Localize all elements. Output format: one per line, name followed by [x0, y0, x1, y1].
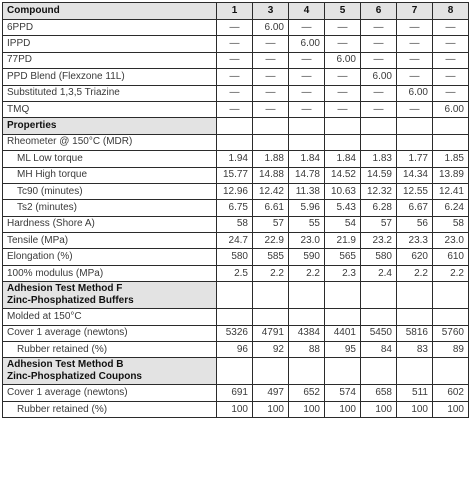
column-header: 7 — [397, 3, 433, 20]
table-cell: 2.2 — [289, 265, 325, 281]
column-header: 8 — [433, 3, 469, 20]
table-cell: 92 — [253, 342, 289, 358]
table-cell: 14.78 — [289, 167, 325, 183]
table-cell: 1.83 — [361, 151, 397, 167]
table-cell: 5760 — [433, 325, 469, 341]
empty-cell — [217, 358, 253, 385]
table-cell: 57 — [253, 216, 289, 232]
table-cell: 1.84 — [325, 151, 361, 167]
table-cell: 497 — [253, 385, 289, 401]
table-cell: 4384 — [289, 325, 325, 341]
table-cell: 15.77 — [217, 167, 253, 183]
table-cell: 511 — [397, 385, 433, 401]
row-label: Tensile (MPa) — [3, 233, 217, 249]
table-row — [3, 151, 469, 167]
column-header: 4 — [289, 3, 325, 20]
row-label: Elongation (%) — [3, 249, 217, 265]
table-cell: 100 — [253, 401, 289, 417]
table-cell: 12.32 — [361, 183, 397, 199]
table-cell: 580 — [217, 249, 253, 265]
table-row — [3, 69, 469, 85]
row-label: IPPD — [3, 36, 217, 52]
empty-cell — [325, 282, 361, 309]
row-label: Tc90 (minutes) — [3, 183, 217, 199]
table-row — [3, 216, 469, 232]
table-cell: 610 — [433, 249, 469, 265]
table-cell: 4791 — [253, 325, 289, 341]
table-cell: 5450 — [361, 325, 397, 341]
table-cell: 6.00 — [253, 20, 289, 36]
table-cell: 1.84 — [289, 151, 325, 167]
empty-cell — [397, 282, 433, 309]
table-cell: 13.89 — [433, 167, 469, 183]
table-cell: 5.96 — [289, 200, 325, 216]
table-cell: — — [325, 101, 361, 117]
table-cell: 6.00 — [289, 36, 325, 52]
table-cell: 1.77 — [397, 151, 433, 167]
table-cell: — — [325, 20, 361, 36]
table-cell: 585 — [253, 249, 289, 265]
table-cell: 2.3 — [325, 265, 361, 281]
table-cell: — — [289, 20, 325, 36]
column-header: 1 — [217, 3, 253, 20]
table-cell: 2.4 — [361, 265, 397, 281]
table-cell: — — [361, 36, 397, 52]
table-cell: 6.00 — [433, 101, 469, 117]
table-cell: — — [433, 36, 469, 52]
empty-cell — [217, 118, 253, 134]
table-row — [3, 401, 469, 417]
table-cell: 88 — [289, 342, 325, 358]
table-cell: 602 — [433, 385, 469, 401]
table-cell: 5.43 — [325, 200, 361, 216]
empty-cell — [217, 134, 253, 150]
adhesion-b-heading — [3, 358, 469, 385]
table-cell: 55 — [289, 216, 325, 232]
empty-cell — [361, 282, 397, 309]
empty-cell — [361, 118, 397, 134]
column-header: 6 — [361, 3, 397, 20]
table-row — [3, 52, 469, 68]
table-cell: — — [253, 85, 289, 101]
table-cell: 565 — [325, 249, 361, 265]
table-cell: 6.61 — [253, 200, 289, 216]
table-cell: 6.24 — [433, 200, 469, 216]
table-cell: 6.00 — [397, 85, 433, 101]
table-cell: — — [433, 20, 469, 36]
table-cell: 6.75 — [217, 200, 253, 216]
table-cell: 2.2 — [397, 265, 433, 281]
table-cell: 580 — [361, 249, 397, 265]
table-header-row — [3, 3, 469, 20]
row-label: ML Low torque — [3, 151, 217, 167]
table-cell: 6.00 — [325, 52, 361, 68]
table-cell: 89 — [433, 342, 469, 358]
empty-cell — [253, 118, 289, 134]
table-cell: — — [397, 101, 433, 117]
table-cell: 95 — [325, 342, 361, 358]
row-label: 77PD — [3, 52, 217, 68]
table-cell: — — [253, 36, 289, 52]
empty-cell — [433, 134, 469, 150]
table-cell: 4401 — [325, 325, 361, 341]
table-row — [3, 167, 469, 183]
table-cell: 24.7 — [217, 233, 253, 249]
molded-row-label: Molded at 150°C — [3, 309, 217, 325]
column-header: 3 — [253, 3, 289, 20]
empty-cell — [325, 118, 361, 134]
row-label: 6PPD — [3, 20, 217, 36]
table-cell: 54 — [325, 216, 361, 232]
table-row — [3, 265, 469, 281]
table-cell: 5326 — [217, 325, 253, 341]
table-cell: — — [253, 52, 289, 68]
row-label: Ts2 (minutes) — [3, 200, 217, 216]
table-row — [3, 101, 469, 117]
table-cell: 100 — [325, 401, 361, 417]
rheometer-row — [3, 134, 469, 150]
molded-row — [3, 309, 469, 325]
empty-cell — [397, 118, 433, 134]
table-cell: 23.0 — [433, 233, 469, 249]
heading-line-2: Zinc-Phosphatized Buffers — [7, 295, 134, 307]
table-cell: 96 — [217, 342, 253, 358]
table-cell: — — [397, 69, 433, 85]
table-cell: — — [289, 85, 325, 101]
table-cell: 58 — [433, 216, 469, 232]
empty-cell — [289, 309, 325, 325]
table-cell: 100 — [433, 401, 469, 417]
table-cell: 23.2 — [361, 233, 397, 249]
empty-cell — [433, 358, 469, 385]
table-cell: — — [217, 69, 253, 85]
table-cell: 2.5 — [217, 265, 253, 281]
table-cell: 590 — [289, 249, 325, 265]
compound-header: Compound — [3, 3, 217, 20]
empty-cell — [361, 358, 397, 385]
table-cell: 691 — [217, 385, 253, 401]
empty-cell — [361, 309, 397, 325]
empty-cell — [253, 282, 289, 309]
table-cell: 21.9 — [325, 233, 361, 249]
empty-cell — [325, 309, 361, 325]
table-cell: — — [361, 20, 397, 36]
table-row — [3, 233, 469, 249]
table-cell: 652 — [289, 385, 325, 401]
row-label: Cover 1 average (newtons) — [3, 385, 217, 401]
empty-cell — [397, 309, 433, 325]
table-cell: 14.59 — [361, 167, 397, 183]
adhesion-b-heading-label — [3, 358, 217, 385]
table-cell: 14.88 — [253, 167, 289, 183]
table-cell: 1.85 — [433, 151, 469, 167]
table-cell: 100 — [361, 401, 397, 417]
table-row — [3, 36, 469, 52]
empty-cell — [433, 118, 469, 134]
table-cell: 100 — [289, 401, 325, 417]
table-cell: 100 — [397, 401, 433, 417]
empty-cell — [325, 358, 361, 385]
table-cell: 100 — [217, 401, 253, 417]
compound-data-table — [2, 2, 469, 418]
empty-cell — [253, 134, 289, 150]
empty-cell — [217, 309, 253, 325]
rheometer-row-label: Rheometer @ 150°C (MDR) — [3, 134, 217, 150]
row-label: PPD Blend (Flexzone 11L) — [3, 69, 217, 85]
row-label: Rubber retained (%) — [3, 342, 217, 358]
empty-cell — [253, 358, 289, 385]
table-cell: 12.96 — [217, 183, 253, 199]
table-cell: — — [433, 69, 469, 85]
empty-cell — [217, 282, 253, 309]
table-cell: 12.41 — [433, 183, 469, 199]
table-cell: 10.63 — [325, 183, 361, 199]
table-cell: 22.9 — [253, 233, 289, 249]
table-cell: 57 — [361, 216, 397, 232]
row-label: TMQ — [3, 101, 217, 117]
heading-line-1: Adhesion Test Method F — [7, 283, 123, 295]
table-cell: — — [433, 52, 469, 68]
empty-cell — [433, 282, 469, 309]
table-row — [3, 385, 469, 401]
empty-cell — [289, 282, 325, 309]
table-cell: — — [397, 52, 433, 68]
table-cell: — — [217, 52, 253, 68]
row-label: Hardness (Shore A) — [3, 216, 217, 232]
table-row — [3, 249, 469, 265]
table-cell: 574 — [325, 385, 361, 401]
heading-line-1: Adhesion Test Method B — [7, 359, 124, 371]
table-cell: 620 — [397, 249, 433, 265]
table-cell: — — [433, 85, 469, 101]
table-cell: 58 — [217, 216, 253, 232]
table-cell: — — [325, 36, 361, 52]
empty-cell — [397, 358, 433, 385]
table-cell: — — [361, 101, 397, 117]
row-label: 100% modulus (MPa) — [3, 265, 217, 281]
empty-cell — [361, 134, 397, 150]
table-cell: — — [397, 36, 433, 52]
row-label: Rubber retained (%) — [3, 401, 217, 417]
column-header: 5 — [325, 3, 361, 20]
empty-cell — [433, 309, 469, 325]
empty-cell — [289, 134, 325, 150]
adhesion-f-heading-label — [3, 282, 217, 309]
table-row — [3, 20, 469, 36]
empty-cell — [397, 134, 433, 150]
table-cell: — — [217, 36, 253, 52]
table-cell: 6.28 — [361, 200, 397, 216]
table-cell: 83 — [397, 342, 433, 358]
table-cell: 5816 — [397, 325, 433, 341]
table-cell: — — [217, 85, 253, 101]
empty-cell — [325, 134, 361, 150]
row-label: Substituted 1,3,5 Triazine — [3, 85, 217, 101]
table-cell: 12.55 — [397, 183, 433, 199]
empty-cell — [253, 309, 289, 325]
table-cell: 84 — [361, 342, 397, 358]
table-row — [3, 342, 469, 358]
table-cell: — — [361, 85, 397, 101]
table-cell: — — [217, 101, 253, 117]
table-cell: — — [289, 101, 325, 117]
heading-line-2: Zinc-Phosphatized Coupons — [7, 371, 142, 383]
table-cell: — — [217, 20, 253, 36]
table-cell: — — [253, 101, 289, 117]
table-cell: — — [325, 69, 361, 85]
table-cell: 658 — [361, 385, 397, 401]
table-cell: 6.00 — [361, 69, 397, 85]
table-row — [3, 85, 469, 101]
table-cell: — — [325, 85, 361, 101]
section-heading-row — [3, 118, 469, 134]
table-cell: 1.88 — [253, 151, 289, 167]
row-label: MH High torque — [3, 167, 217, 183]
table-cell: 12.42 — [253, 183, 289, 199]
empty-cell — [289, 118, 325, 134]
table-cell: 14.52 — [325, 167, 361, 183]
table-cell: — — [397, 20, 433, 36]
table-cell: 6.67 — [397, 200, 433, 216]
table-cell: — — [361, 52, 397, 68]
table-cell: 1.94 — [217, 151, 253, 167]
empty-cell — [289, 358, 325, 385]
properties-heading: Properties — [3, 118, 217, 134]
table-row — [3, 200, 469, 216]
table-cell: 23.0 — [289, 233, 325, 249]
table-cell: 14.34 — [397, 167, 433, 183]
table-cell: — — [289, 52, 325, 68]
row-label: Cover 1 average (newtons) — [3, 325, 217, 341]
table-cell: — — [289, 69, 325, 85]
adhesion-f-heading — [3, 282, 469, 309]
table-cell: 23.3 — [397, 233, 433, 249]
table-cell: 11.38 — [289, 183, 325, 199]
table-cell: 56 — [397, 216, 433, 232]
table-row — [3, 183, 469, 199]
table-cell: — — [253, 69, 289, 85]
table-cell: 2.2 — [433, 265, 469, 281]
table-cell: 2.2 — [253, 265, 289, 281]
table-row — [3, 325, 469, 341]
